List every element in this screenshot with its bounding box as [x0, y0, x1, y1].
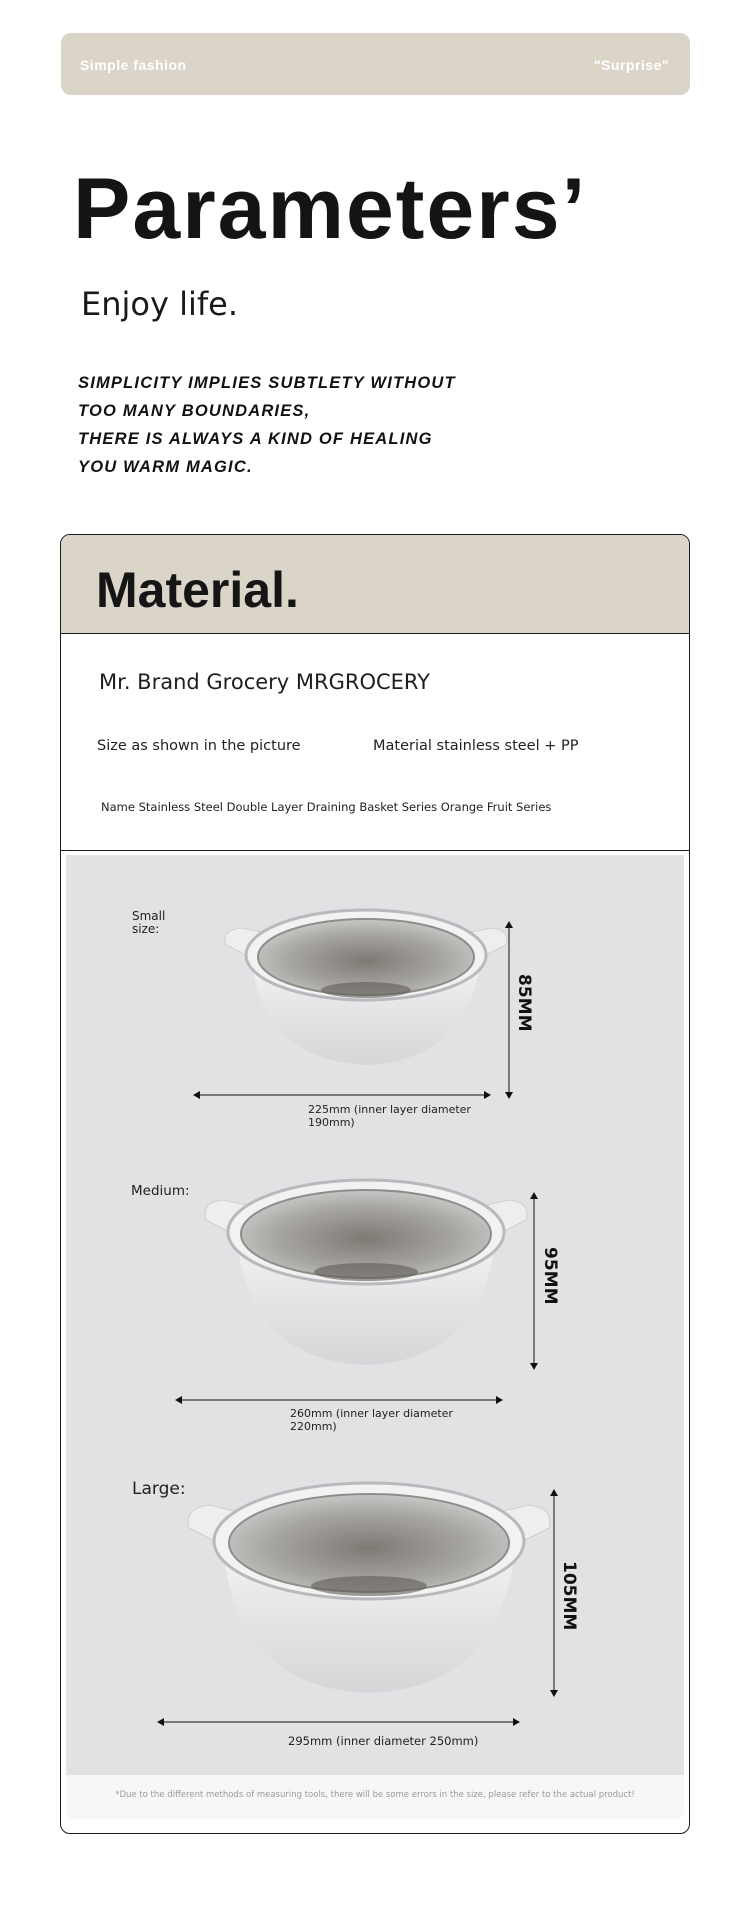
width-label-line: 220mm) — [290, 1420, 337, 1433]
size-label-line: Small — [132, 909, 166, 923]
size-label-medium: Medium: — [131, 1183, 190, 1199]
size-label-line: size: — [132, 922, 160, 936]
slogan-line: YOU WARM MAGIC. — [78, 458, 253, 476]
width-arrow-small — [192, 1090, 492, 1100]
slogan-line: SIMPLICITY IMPLIES SUBTLETY WITHOUT — [78, 374, 456, 392]
height-label-large: 105MM — [559, 1561, 579, 1631]
colander-medium-image — [201, 1180, 531, 1380]
height-label-medium: 95MM — [540, 1247, 560, 1305]
size-label-small — [132, 910, 165, 936]
banner-left-text: Simple fashion — [80, 57, 187, 73]
height-arrow-small — [504, 920, 514, 1100]
width-label-line: 225mm (inner layer diameter — [308, 1103, 471, 1116]
size-text: Size as shown in the picture — [97, 738, 301, 754]
product-size-photo — [66, 855, 684, 1775]
width-label-line: 260mm (inner layer diameter — [290, 1407, 453, 1420]
top-banner — [61, 33, 690, 95]
height-label-small: 85MM — [514, 974, 534, 1032]
brand-text: Mr. Brand Grocery MRGROCERY — [99, 670, 431, 694]
colander-small-image — [221, 910, 511, 1085]
height-arrow-medium — [529, 1191, 539, 1371]
width-arrow-large — [156, 1717, 521, 1727]
width-label-large: 295mm (inner diameter 250mm) — [288, 1734, 479, 1748]
product-info — [61, 634, 689, 851]
width-label-small — [308, 1103, 471, 1129]
material-card — [60, 534, 690, 1834]
slogan-line: THERE IS ALWAYS A KIND OF HEALING — [78, 430, 433, 448]
slogan-block — [78, 369, 498, 481]
size-label-large: Large: — [132, 1479, 186, 1499]
name-text: Name Stainless Steel Double Layer Draining Basket Series Orange Fruit Series — [101, 800, 552, 814]
page-subtitle: Enjoy life. — [81, 285, 238, 323]
slogan-line: TOO MANY BOUNDARIES, — [78, 402, 311, 420]
width-label-line: 190mm) — [308, 1116, 355, 1129]
height-arrow-large — [549, 1488, 559, 1698]
width-arrow-medium — [174, 1395, 504, 1405]
disclaimer-text: *Due to the different methods of measuring tools, there will be some errors in the size, please refer to the actual product! — [115, 1790, 635, 1800]
disclaimer-strip — [66, 1775, 684, 1819]
colander-large-image — [184, 1483, 554, 1708]
material-header — [61, 535, 689, 634]
width-label-medium — [290, 1407, 453, 1433]
banner-right-text: "Surprise" — [593, 57, 669, 73]
page-title: Parameters’ — [73, 161, 588, 257]
material-title: Material. — [96, 562, 299, 618]
material-text: Material stainless steel + PP — [373, 738, 579, 754]
